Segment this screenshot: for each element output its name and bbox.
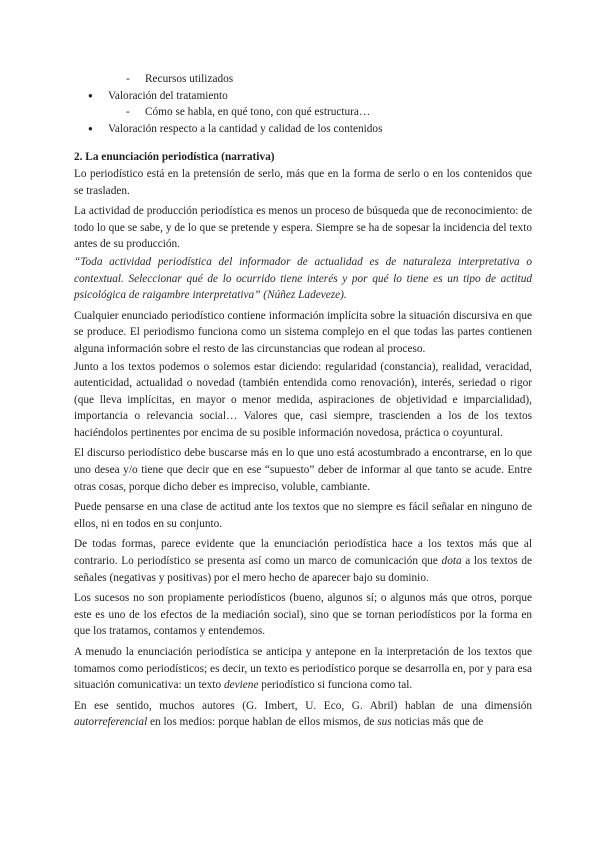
paragraph: La actividad de producción periodística es menos un proceso de búsqueda que de reconocimiento: de todo lo que se sabe, y de lo que se pretende y espera. Siempre se ha de sopesar la incidencia del texto antes de su producción. — [74, 205, 532, 251]
paragraph — [74, 536, 532, 586]
paragraph: Junto a los textos podemos o solemos estar diciendo: regularidad (constancia), realidad, veracidad, autenticidad, actualidad o novedad (también entendida como renovación), interés, seriedad o rigor (que lleva implícitas, en mayor o menor medida, aspiraciones de objetividad e imparcialidad), importancia o relevancia social… Valores que, casi siempre, trascienden a los de los textos haciéndolos pertinentes por encima de su posible información novedosa, práctica o coyuntural. — [74, 360, 532, 439]
paragraph-text: periodístico si funciona como tal. — [258, 679, 413, 692]
dash-marker: - — [126, 73, 130, 85]
paragraph: El discurso periodístico debe buscarse más en lo que uno está acostumbrado a encontrarse, en lo que uno desea y/o tiene que decir que en ese “supuesto” deber de informar al que tanto se acude. Entre otras cosas, porque dicho deber es impreciso, voluble, cambiante. — [74, 447, 532, 493]
paragraph-text: en los medios: porque hablan de ellos mismos, de — [147, 716, 378, 729]
paragraph: Puede pensarse en una clase de actitud ante los textos que no siempre es fácil señalar en ninguno de ellos, ni en todos en su conjunto. — [74, 501, 532, 530]
outline-bullet-item — [74, 88, 532, 105]
bullet-icon: ● — [88, 123, 93, 133]
paragraph-text: En ese sentido, muchos autores (G. Imbert, U. Eco, G. Abril) hablan de una dimensión — [74, 699, 532, 712]
section-heading: 2. La enunciación periodística (narrativa) — [74, 151, 275, 164]
emphasis: sus — [377, 716, 392, 729]
paragraph: Cualquier enunciado periodístico contiene información implícita sobre la situación discursiva en que se produce. El periodismo funciona como un sistema complejo en el que todas las partes contienen alguna información sobre el resto de las circunstancias que rodean al proceso. — [74, 309, 532, 355]
paragraph: Los sucesos no son propiamente periodísticos (bueno, algunos sí; o algunos más que otros, porque este es uno de los efectos de la mediación social), sino que se tornan periodísticos por la forma en que los tratamos, contamos y entendemos. — [74, 592, 532, 638]
outline-item-text: Valoración respecto a la cantidad y calidad de los contenidos — [108, 122, 383, 135]
outline-item-text: Recursos utilizados — [145, 73, 234, 85]
paragraph-text: De todas formas, parece evidente que la enunciación periodística hace a los textos más que al contrario. Lo periodístico se presenta así como un marco de comunicación que — [74, 538, 532, 568]
bullet-icon: ● — [88, 90, 93, 100]
paragraph — [74, 644, 532, 694]
emphasis: autorreferencial — [74, 716, 148, 729]
paragraph-text: a los textos de señales (negativas y positivas) por el mero hecho de aparecer bajo su dominio. — [74, 555, 532, 584]
paragraph: Lo periodístico está en la pretensión de serlo, más que en la forma de serlo o en los contenidos que se trasladen. — [74, 167, 532, 197]
outline-bullet-item — [74, 121, 532, 138]
paragraph — [74, 698, 532, 731]
dash-marker: - — [126, 106, 130, 119]
outline-item-text: Valoración del tratamiento — [108, 89, 228, 102]
emphasis: dota — [441, 555, 462, 568]
emphasis: deviene — [223, 679, 259, 692]
paragraph-text: A menudo la enunciación periodística se anticipa y antepone en la interpretación de los textos que tomamos como periodísticos; es decir, un texto es periodístico porque se desarrolla en, por y para esa situación comunicativa: un texto — [74, 646, 532, 692]
block-quote: “Toda actividad periodística del informador de actualidad es de naturaleza interpretativa o contextual. Seleccionar qué de lo ocurrido tiene interés y por qué lo tiene es un tipo de actitud psicológica de raigambre interpretativa” (Núñez Ladeveze). — [74, 255, 532, 302]
outline-item-text: Cómo se habla, en qué tono, con qué estructura… — [145, 106, 371, 119]
page-content — [74, 71, 532, 735]
outline-dash-item — [74, 71, 532, 88]
paragraph-text: noticias más que de — [391, 716, 484, 729]
outline-dash-item — [74, 104, 532, 121]
